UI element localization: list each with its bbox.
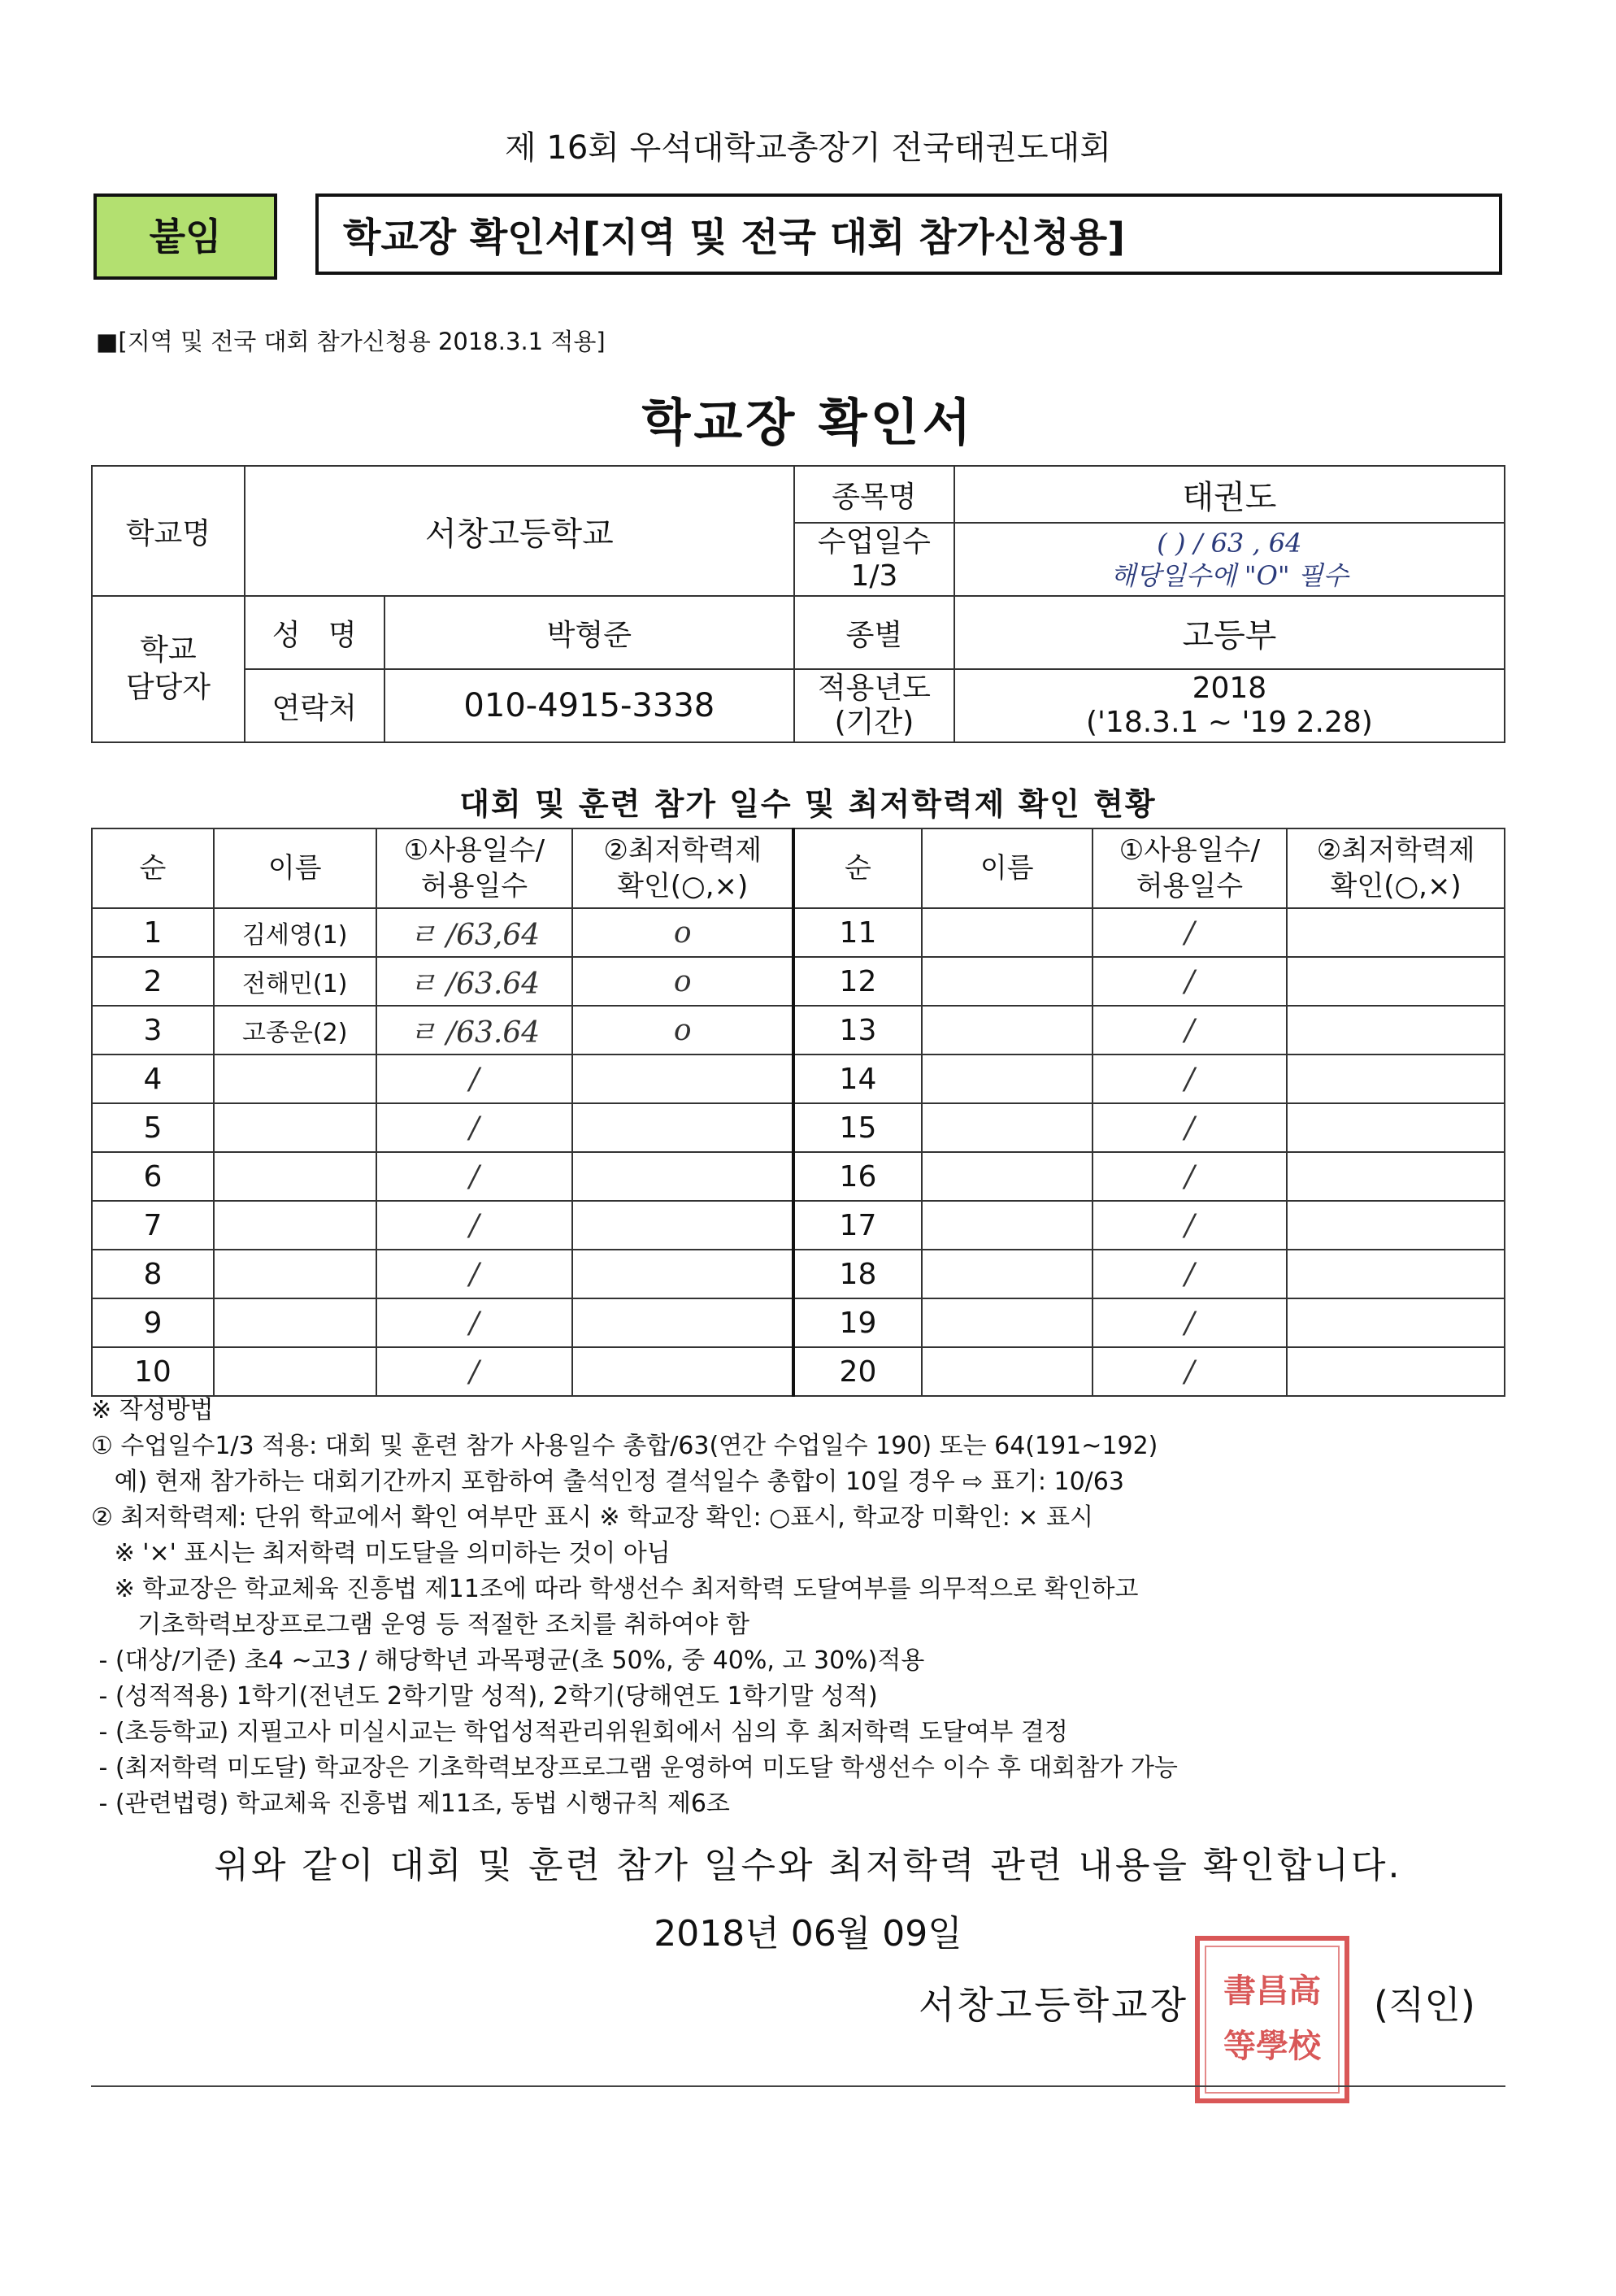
- name-label: 성 명: [245, 596, 384, 669]
- row-number: 5: [92, 1103, 214, 1152]
- used-days-header: [376, 828, 573, 908]
- used-days: /: [376, 1347, 573, 1396]
- row-number: 19: [793, 1298, 922, 1347]
- year-value-line2: ('18.3.1 ~ '19 2.28): [1085, 706, 1373, 739]
- student-name: [922, 1347, 1093, 1396]
- document-date: 2018년 06월 09일: [654, 1913, 962, 1955]
- guide-line: - (초등학교) 지필고사 미실시교는 학업성적관리위원회에서 심의 후 최저학력 도달여부 결정: [91, 1718, 1068, 1746]
- staff-label-line2: 담당자: [125, 671, 211, 704]
- row-number: 8: [92, 1250, 214, 1298]
- min-level-header-line2: 확인(○,×): [617, 870, 749, 902]
- used-days: /: [376, 1103, 573, 1152]
- used-days: /: [1093, 1152, 1288, 1201]
- guide-line: ① 수업일수1/3 적용: 대회 및 훈련 참가 사용일수 총합/63(연간 수업일수 190) 또는 64(191~192): [91, 1432, 1158, 1460]
- student-name: [214, 1055, 376, 1103]
- min-level-check: [572, 1055, 793, 1103]
- used-days: /: [376, 1250, 573, 1298]
- document-heading: 학교장 확인서: [641, 393, 975, 452]
- row-number: 16: [793, 1152, 922, 1201]
- student-name: [922, 1250, 1093, 1298]
- used-days: /: [376, 1201, 573, 1250]
- table-row: [92, 957, 1505, 1006]
- used-days-header-line1: ①사용일수/: [403, 834, 545, 867]
- school-info-table: [91, 465, 1505, 743]
- student-name: [214, 1103, 376, 1152]
- min-level-check: [1287, 957, 1505, 1006]
- student-name: [922, 1006, 1093, 1055]
- row-number: 20: [793, 1347, 922, 1396]
- student-name: [922, 1201, 1093, 1250]
- year-label-line2: (기간): [834, 706, 914, 739]
- used-days: /: [1093, 908, 1288, 957]
- classdays-value: [954, 523, 1505, 596]
- classdays-label-line1: 수업일수: [817, 525, 931, 559]
- seal-inner-border: [1205, 1946, 1339, 2093]
- table-row: [92, 1201, 1505, 1250]
- order-header: 순: [92, 828, 214, 908]
- student-name: [922, 1298, 1093, 1347]
- guide-line: 예) 현재 참가하는 대회기간까지 포함하여 출석인정 결석일수 총합이 10일 경우 ⇨ 표기: 10/63: [91, 1468, 1124, 1496]
- min-level-check: [572, 1347, 793, 1396]
- table-row: [92, 1006, 1505, 1055]
- bottom-rule: [91, 2085, 1505, 2087]
- row-number: 6: [92, 1152, 214, 1201]
- row-number: 2: [92, 957, 214, 1006]
- classdays-label: [794, 523, 954, 596]
- seal-glyphs-bottom: 等學校: [1223, 2027, 1321, 2065]
- name-header: 이름: [214, 828, 376, 908]
- used-days: /: [1093, 1103, 1288, 1152]
- row-number: 4: [92, 1055, 214, 1103]
- student-name: [214, 1298, 376, 1347]
- used-days-header-line1: ①사용일수/: [1119, 834, 1261, 867]
- attachment-badge: 붙임: [93, 194, 277, 280]
- min-level-check: [1287, 1152, 1505, 1201]
- row-number: 11: [793, 908, 922, 957]
- guide-line: ※ '×' 표시는 최저학력 미도달을 의미하는 것이 아님: [91, 1539, 671, 1568]
- min-level-check: [1287, 1006, 1505, 1055]
- guide-line: - (대상/기준) 초4 ~고3 / 해당학년 과목평균(초 50%, 중 40%, 고 30%)적용: [91, 1646, 925, 1675]
- staff-label: [92, 596, 245, 742]
- name-value: 박형준: [384, 596, 794, 669]
- principal-title: 서창고등학교장: [919, 1983, 1189, 2027]
- student-name: [214, 1347, 376, 1396]
- seal-border: [1197, 1938, 1347, 2101]
- min-level-check: [572, 1152, 793, 1201]
- min-level-header-line1: ②최저학력제: [1316, 834, 1475, 867]
- min-level-check: [1287, 1055, 1505, 1103]
- year-value-line1: 2018: [1192, 672, 1267, 705]
- row-number: 7: [92, 1201, 214, 1250]
- table-row: [92, 1103, 1505, 1152]
- used-days-header: [1093, 828, 1288, 908]
- min-level-header-line1: ②최저학력제: [603, 834, 762, 867]
- min-level-header-line2: 확인(○,×): [1330, 870, 1462, 902]
- min-level-check: [572, 1103, 793, 1152]
- min-level-check: [1287, 1347, 1505, 1396]
- min-level-check: o: [572, 957, 793, 1006]
- row-number: 12: [793, 957, 922, 1006]
- table-row: [92, 1250, 1505, 1298]
- classdays-value-text: ( ) / 63 , 64: [1157, 528, 1302, 559]
- contact-label: 연락처: [245, 669, 384, 742]
- classdays-note: 해당일수에 "O" 필수: [1110, 560, 1349, 591]
- row-number: 18: [793, 1250, 922, 1298]
- table-row: [92, 908, 1505, 957]
- order-header: 순: [793, 828, 922, 908]
- used-days: /: [376, 1298, 573, 1347]
- used-days: /: [1093, 1347, 1288, 1396]
- guide-line: 기초학력보장프로그램 운영 등 적절한 조치를 취하여야 함: [91, 1611, 749, 1639]
- min-level-check: [1287, 1103, 1505, 1152]
- apply-note: ■[지역 및 전국 대회 참가신청용 2018.3.1 적용]: [96, 328, 606, 355]
- min-level-header: [1287, 828, 1505, 908]
- min-level-check: [1287, 1250, 1505, 1298]
- guide-line: - (관련법령) 학교체육 진흥법 제11조, 동법 시행규칙 제6조: [91, 1789, 730, 1818]
- used-days: /: [1093, 1250, 1288, 1298]
- table-row: [92, 1298, 1505, 1347]
- student-name: [214, 1201, 376, 1250]
- min-level-check: [1287, 1201, 1505, 1250]
- guide-line: - (최저학력 미도달) 학교장은 기초학력보장프로그램 운영하여 미도달 학생선수 이수 후 대회참가 가능: [91, 1754, 1178, 1782]
- student-name: 김세영(1): [214, 908, 376, 957]
- contact-value: 010-4915-3338: [384, 669, 794, 742]
- row-number: 3: [92, 1006, 214, 1055]
- status-title: 대회 및 훈련 참가 일수 및 최저학력제 확인 현황: [459, 786, 1157, 822]
- min-level-check: [572, 1298, 793, 1347]
- used-days: /: [376, 1055, 573, 1103]
- used-days: /: [1093, 1055, 1288, 1103]
- confirmation-statement: 위와 같이 대회 및 훈련 참가 일수와 최저학력 관련 내용을 확인합니다.: [214, 1845, 1402, 1886]
- row-number: 1: [92, 908, 214, 957]
- form-title: 학교장 확인서[지역 및 전국 대회 참가신청용]: [315, 194, 1502, 275]
- used-days-header-line2: 허용일수: [420, 870, 528, 902]
- min-level-check: [572, 1201, 793, 1250]
- student-name: [214, 1152, 376, 1201]
- division-value: 고등부: [954, 596, 1505, 669]
- school-label: 학교명: [92, 466, 245, 596]
- used-days: ㄹ /63,64: [376, 908, 573, 957]
- student-name: [922, 1055, 1093, 1103]
- used-days: /: [1093, 1006, 1288, 1055]
- table-row: [92, 1152, 1505, 1201]
- used-days: /: [1093, 1201, 1288, 1250]
- year-label-line1: 적용년도: [817, 672, 931, 705]
- row-number: 15: [793, 1103, 922, 1152]
- guide-line: - (성적적용) 1학기(전년도 2학기말 성적), 2학기(당해연도 1학기말 성적): [91, 1682, 878, 1711]
- student-name: 고종운(2): [214, 1006, 376, 1055]
- classdays-label-line2: 1/3: [850, 559, 898, 593]
- seal-glyphs: 書昌高: [1223, 1972, 1321, 2010]
- min-level-check: o: [572, 908, 793, 957]
- row-number: 10: [92, 1347, 214, 1396]
- name-header: 이름: [922, 828, 1093, 908]
- attendance-table: [91, 828, 1505, 1397]
- year-label: [794, 669, 954, 742]
- student-name: [214, 1250, 376, 1298]
- min-level-check: [1287, 1298, 1505, 1347]
- guide-line: ② 최저학력제: 단위 학교에서 확인 여부만 표시 ※ 학교장 확인: ○표시, 학교장 미확인: × 표시: [91, 1503, 1094, 1532]
- guide-line: ※ 작성방법: [91, 1396, 214, 1424]
- student-name: 전해민(1): [214, 957, 376, 1006]
- school-value: 서창고등학교: [245, 466, 794, 596]
- row-number: 9: [92, 1298, 214, 1347]
- guide-line: ※ 학교장은 학교체육 진흥법 제11조에 따라 학생선수 최저학력 도달여부를 의무적으로 확인하고: [91, 1575, 1139, 1603]
- student-name: [922, 908, 1093, 957]
- sport-value: 태권도: [954, 466, 1505, 523]
- row-number: 13: [793, 1006, 922, 1055]
- staff-label-line1: 학교: [140, 633, 197, 667]
- seal-label: (직인): [1374, 1983, 1475, 2027]
- table-row: [92, 1347, 1505, 1396]
- used-days: /: [1093, 1298, 1288, 1347]
- used-days: /: [1093, 957, 1288, 1006]
- attendance-rows: [92, 908, 1505, 1396]
- row-number: 14: [793, 1055, 922, 1103]
- year-value: [954, 669, 1505, 742]
- student-name: [922, 957, 1093, 1006]
- row-number: 17: [793, 1201, 922, 1250]
- min-level-header: [572, 828, 793, 908]
- used-days: ㄹ /63.64: [376, 957, 573, 1006]
- used-days-header-line2: 허용일수: [1136, 870, 1244, 902]
- min-level-check: o: [572, 1006, 793, 1055]
- division-label: 종별: [794, 596, 954, 669]
- min-level-check: [572, 1250, 793, 1298]
- event-title: 제 16회 우석대학교총장기 전국태권도대회: [505, 129, 1111, 167]
- writing-guide: [91, 1393, 1530, 1822]
- used-days: ㄹ /63.64: [376, 1006, 573, 1055]
- min-level-check: [1287, 908, 1505, 957]
- used-days: /: [376, 1152, 573, 1201]
- student-name: [922, 1103, 1093, 1152]
- sport-label: 종목명: [794, 466, 954, 523]
- table-row: [92, 1055, 1505, 1103]
- student-name: [922, 1152, 1093, 1201]
